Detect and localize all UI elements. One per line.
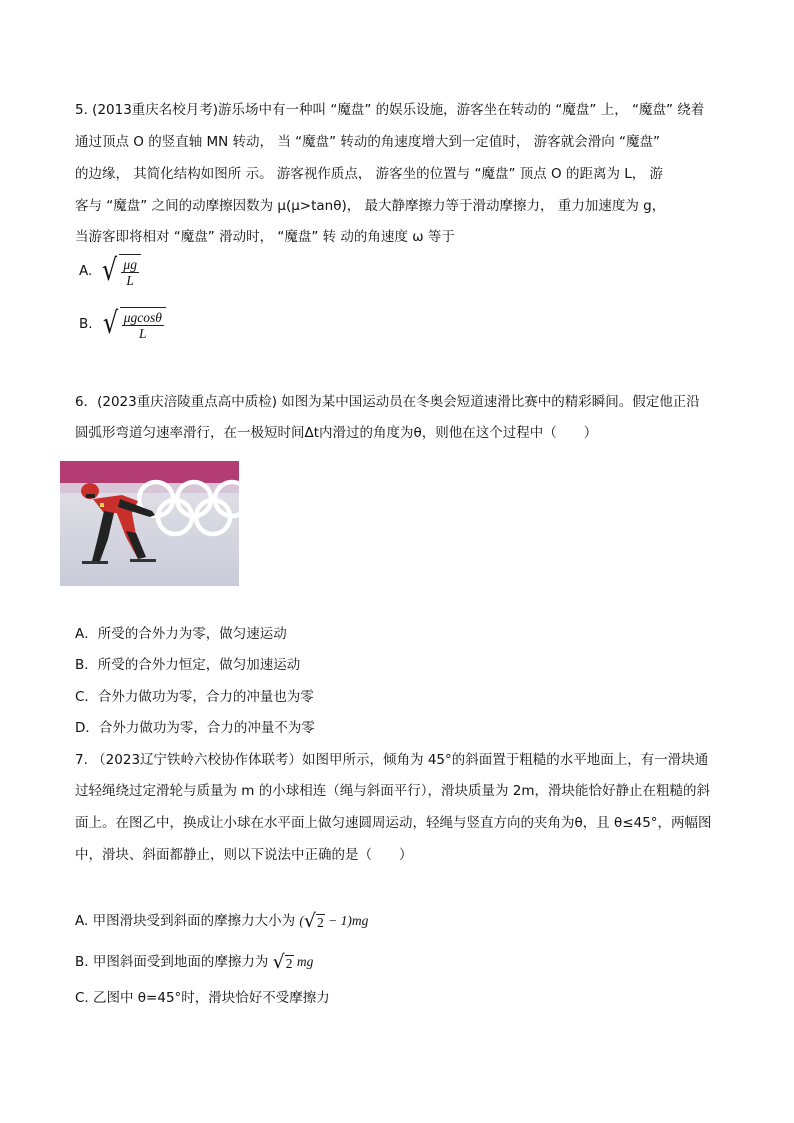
- q6-line-2: 圆弧形弯道匀速率滑行，在一极短时间Δt内滑过的角度为θ，则他在这个过程中（ ）: [75, 425, 598, 441]
- q6-option-b: B．所受的合外力恒定，做匀加速运动: [75, 657, 301, 673]
- sqrt-symbol: √ 2: [272, 951, 293, 973]
- q7-option-a-math: − 1)mg: [324, 913, 369, 928]
- q7-option-a: [75, 911, 368, 931]
- q5-option-b-numerator: μgcosθ: [123, 310, 162, 325]
- sqrt-symbol: √ $\frac{\mu g}{L}$: [100, 254, 141, 288]
- q7-option-c: C. 乙图中 θ=45°时，滑块恰好不受摩擦力: [75, 990, 330, 1006]
- q5-line-4: 客与 “魔盘” 之间的动摩擦因数为 μ(μ>tanθ)， 最大静摩擦力等于滑动摩擦力， 重力加速度为 g，: [75, 198, 666, 214]
- q7-line-3: 面上。在图乙中，换成让小球在水平面上做匀速圆周运动，轻绳与竖直方向的夹角为θ，且 θ≤45°，两幅图: [75, 815, 712, 831]
- q6-option-a: A．所受的合外力为零，做匀速运动: [75, 626, 287, 642]
- q7-option-a-radicand: 2: [316, 915, 324, 930]
- speed-skater-photo: [60, 461, 239, 586]
- q7-line-2: 过轻绳绕过定滑轮与质量为 m 的小球相连（绳与斜面平行），滑块质量为 2m，滑块能恰好静止在粗糙的斜: [75, 783, 711, 799]
- sqrt-symbol: √ $\frac{\mu gcos\theta}{L}$: [101, 307, 166, 341]
- q6-option-d: D．合外力做功为零，合力的冲量不为零: [75, 720, 315, 736]
- q7-option-b-text: B. 甲图斜面受到地面的摩擦力为: [75, 954, 273, 970]
- q7-line-4: 中，滑块、斜面都静止，则以下说法中正确的是（ ）: [75, 847, 413, 863]
- q5-line-3: 的边缘， 其简化结构如图所 示。 游客视作质点， 游客坐的位置与 “魔盘” 顶点 O 的距离为 L， 游: [75, 166, 664, 182]
- q5-option-a-label: A.: [79, 263, 93, 279]
- sqrt-symbol: √ 2: [303, 910, 324, 932]
- q6-line-1: 6．(2023重庆涪陵重点高中质检) 如图为某中国运动员在冬奥会短道速滑比赛中的精彩瞬间。假定他正沿: [75, 394, 700, 410]
- q7-line-1: 7. （2023辽宁铁岭六校协作体联考）如图甲所示，倾角为 45°的斜面置于粗糙的水平地面上，有一滑块通: [75, 752, 709, 768]
- q7-option-a-text: A. 甲图滑块受到斜面的摩擦力大小为: [75, 913, 300, 929]
- q6-option-c: C．合外力做功为零，合力的冲量也为零: [75, 689, 314, 705]
- q5-option-b-label: B.: [79, 316, 93, 332]
- q5-option-b-denominator: L: [139, 326, 147, 341]
- q7-option-b-math: mg: [293, 954, 314, 969]
- q5-line-2: 通过顶点 O 的竖直轴 MN 转动， 当 “魔盘” 转动的角速度增大到一定值时， 游客就会滑向 “魔盘”: [75, 134, 660, 150]
- q7-option-a-paren: (: [299, 913, 304, 928]
- q5-line-5: 当游客即将相对 “魔盘” 滑动时， “魔盘” 转 动的角速度 ω 等于: [75, 229, 455, 245]
- q5-line-1: 5. (2013重庆名校月考)游乐场中有一种叫 “魔盘” 的娱乐设施，游客坐在转动的 “魔盘” 上， “魔盘” 绕着: [75, 102, 705, 118]
- q5-option-a-numerator: μg: [123, 257, 137, 272]
- q5-option-b: [79, 307, 166, 341]
- q5-option-a-denominator: L: [126, 273, 134, 288]
- q7-option-b-radicand: 2: [285, 956, 293, 971]
- q7-option-b: [75, 952, 313, 972]
- q5-option-a: [79, 254, 141, 288]
